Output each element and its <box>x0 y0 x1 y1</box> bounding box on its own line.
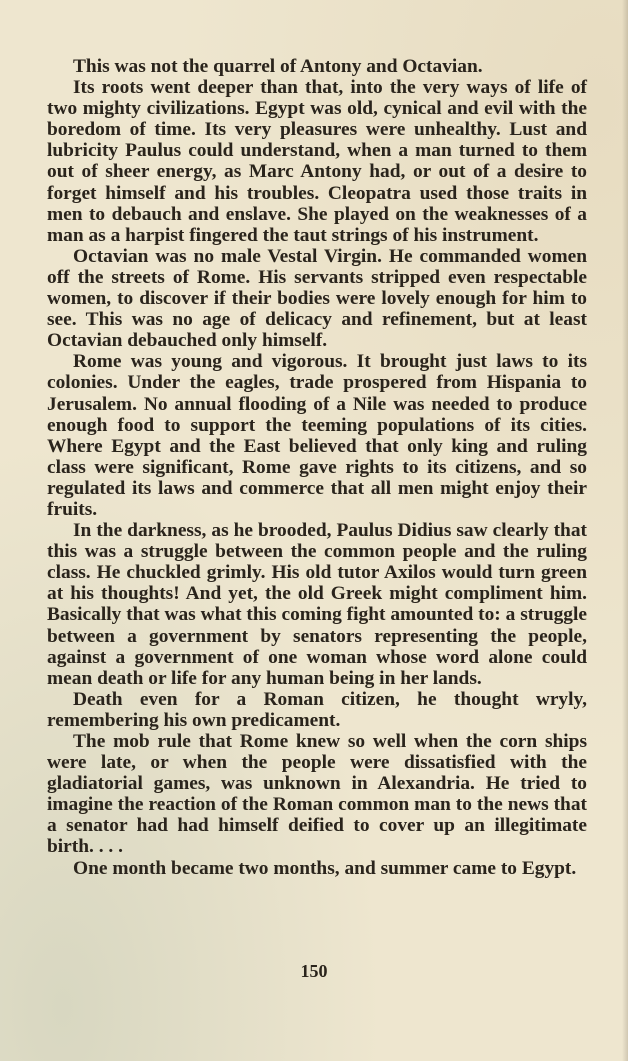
paragraph: In the darkness, as he brooded, Paulus Didius saw clearly that this was a struggle between the common people and the ruling class. He chuckled grimly. His old tutor Axilos would turn green at his thoughts! And yet, the old Greek might compliment him. Basically that was what this coming fight amounted to: a struggle between a government by senators representing the people, against a government of one woman whose word alone could mean death or life for any human being in her lands. <box>47 520 587 689</box>
paragraph: Octavian was no male Vestal Virgin. He commanded women off the streets of Rome. His servants stripped even respectable women, to discover if their bodies were lovely enough for him to see. This was no age of delicacy and refinement, but at least Octavian debauched only himself. <box>47 245 587 352</box>
paragraph: The mob rule that Rome knew so well when the corn ships were late, or when the people were dissatisfied with the gladiatorial games, was unknown in Alexandria. He tried to imagine the reaction of the Roman common man to the news that a senator had had himself deified to cover up an illegitimate birth. . . . <box>47 731 587 858</box>
paragraph: This was not the quarrel of Antony and Octavian. <box>73 56 483 77</box>
paragraph: One month became two months, and summer came to Egypt. <box>73 857 577 879</box>
body-text <box>47 56 587 879</box>
paragraph: Rome was young and vigorous. It brought just laws to its colonies. Under the eagles, trade prospered from Hispania to Jerusalem. No annual flooding of a Nile was needed to produce enough food to support the teeming populations of its cities. Where Egypt and the East believed that only king and ruling class were significant, Rome gave rights to its citizens, and so regulated its laws and commerce that all men might enjoy their fruits. <box>47 351 587 520</box>
page-number: 150 <box>300 961 328 981</box>
page-edge-shadow <box>622 0 628 1061</box>
paragraph: Death even for a Roman citizen, he thought wryly, remembering his own predicament. <box>47 688 587 731</box>
paragraph: Its roots went deeper than that, into the very ways of life of two mighty civilizations. Egypt was old, cynical and evil with the boredom of time. Its very pleasures were unhealthy. Lust and lubricity Paulus could understand, when a man turned to them out of sheer energy, as Marc Antony had, or out of a desire to forget himself and his troubles. Cleopatra used those traits in men to debauch and enslave. She played on the weaknesses of a man as a harpist fingered the taut strings of his instrument. <box>47 77 587 246</box>
